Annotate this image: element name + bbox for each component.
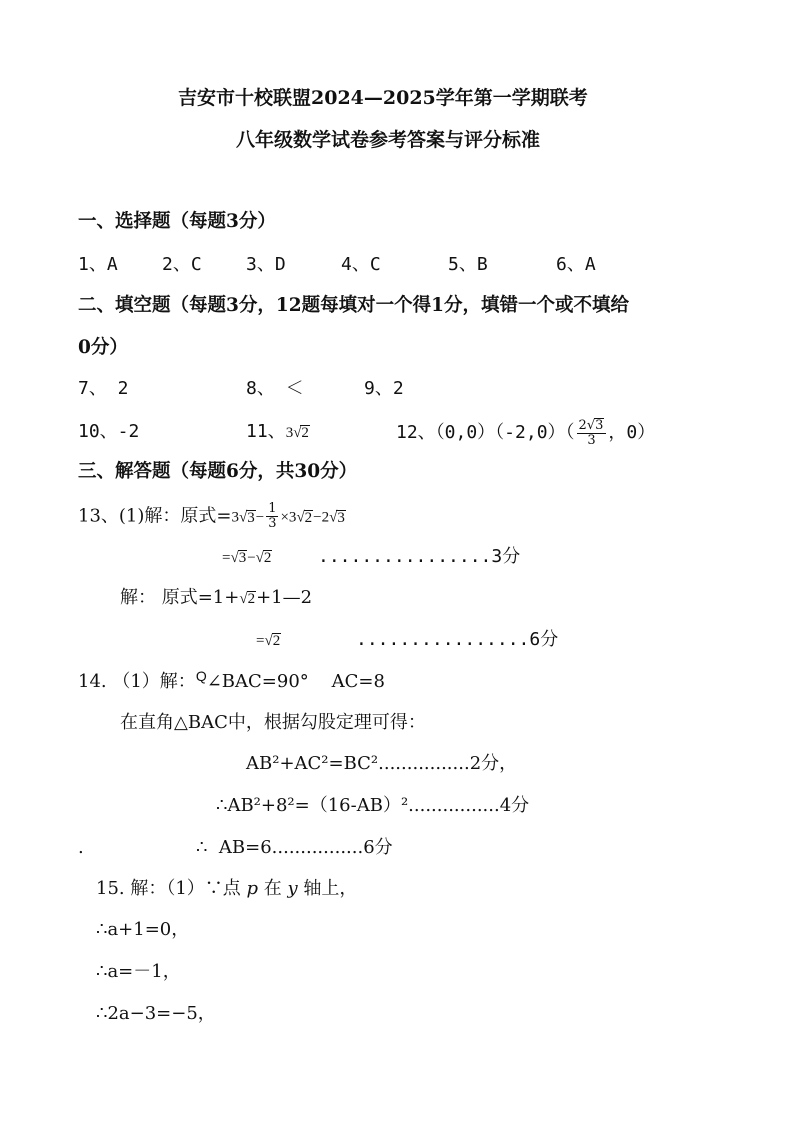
q13-radicand-2: 2 — [304, 509, 313, 526]
q11-coef: 3 — [285, 425, 294, 441]
q13-line-2: =√3−√2 ................3分 — [222, 546, 521, 567]
q12-tail: ，0） — [608, 422, 656, 443]
title-line-1: 吉安市十校联盟2024—2025学年第一学期联考 — [178, 87, 588, 109]
q13-coef-1: 3 — [231, 509, 239, 526]
q13-times: ×3 — [280, 509, 297, 526]
title-line-2: 八年级数学试卷参考答案与评分标准 — [236, 129, 541, 151]
q14-line-1 — [78, 670, 385, 694]
answer-6: 6、A — [556, 254, 596, 275]
q14-given: ∠BAC=90° AC=8 — [206, 671, 385, 692]
q13-minus-2: −2 — [313, 509, 330, 526]
fill-answer-10: 10、-2 — [78, 421, 140, 442]
q15-var-y: y — [287, 878, 298, 899]
q13-fraction: $\frac{1}{3}$ — [268, 501, 277, 531]
q11-radicand: 2 — [301, 425, 309, 441]
q13-line-1: 13、(1)解：原式=3√3− $\frac{1}{3}$ ×3√2−2√3 — [78, 501, 345, 531]
q13-minus-1: − — [255, 509, 265, 526]
q15-line-3: ∴a=－1， — [96, 961, 181, 982]
q13-radicand-1: 3 — [247, 509, 255, 526]
sqrt-symbol: √ — [293, 425, 302, 441]
fill-answer-11 — [246, 420, 310, 445]
q14-line-2: 在直角△BAC中，根据勾股定理可得： — [120, 712, 426, 733]
section3-heading: 三、解答题（每题6分，共30分） — [78, 461, 358, 482]
fill-answer-9: 9、2 — [364, 378, 404, 399]
answer-5: 5、B — [448, 254, 488, 275]
q12-fraction: $\frac{2√3}{3}$ — [577, 418, 607, 448]
q14-line-5: ∴ AB=6................6分 — [196, 837, 393, 858]
q14-q-glyph: Q — [195, 668, 207, 684]
q15-line-1: 15. 解：（1）∵点 p 在 y 轴上， — [96, 878, 358, 899]
q13-score-6: ................6分 — [356, 629, 559, 650]
q13-line-4: =√2 ................6分 — [256, 629, 559, 650]
q14-line-4: ∴AB²+8²=（16-AB）²................4分 — [216, 795, 530, 816]
q15-line-4: ∴2a−3=−5， — [96, 1003, 216, 1024]
q14-line-3: AB²+AC²=BC²................2分， — [246, 753, 518, 774]
section1-heading: 一、选择题（每题3分） — [78, 211, 276, 232]
section2-heading: 二、填空题（每题3分，12题每填对一个得1分，填错一个或不填给 — [78, 295, 629, 316]
fill-answer-12 — [396, 418, 655, 448]
answer-3: 3、D — [246, 254, 286, 275]
q14-label: 14. （1）解： — [78, 671, 196, 692]
fill-answer-7: 7、 2 — [78, 378, 129, 399]
answer-1: 1、A — [78, 254, 118, 275]
q15-var-p: p — [246, 878, 259, 899]
fill-answer-8: 8、 ＜ — [246, 378, 304, 399]
q12-num-radicand: 3 — [595, 418, 604, 433]
q13-label: 13、(1)解：原式= — [78, 505, 232, 527]
q13-score-3: ................3分 — [318, 546, 521, 567]
q12-denominator: 3 — [587, 433, 596, 448]
section2-heading-cont: 0分） — [78, 337, 128, 358]
q11-label: 11、 — [246, 421, 286, 442]
q12-label: 12、（0,0）（-2,0）（ — [396, 422, 575, 443]
q12-num-coef: 2 — [578, 418, 587, 433]
answer-4: 4、C — [341, 254, 381, 275]
q13-line-3: 解： 原式=1+√2+1—2 — [120, 587, 313, 608]
q13-radicand-3: 3 — [337, 509, 345, 526]
q14-dot: . — [78, 837, 84, 858]
answer-2: 2、C — [162, 254, 202, 275]
q15-line-2: ∴a+1=0， — [96, 919, 190, 940]
